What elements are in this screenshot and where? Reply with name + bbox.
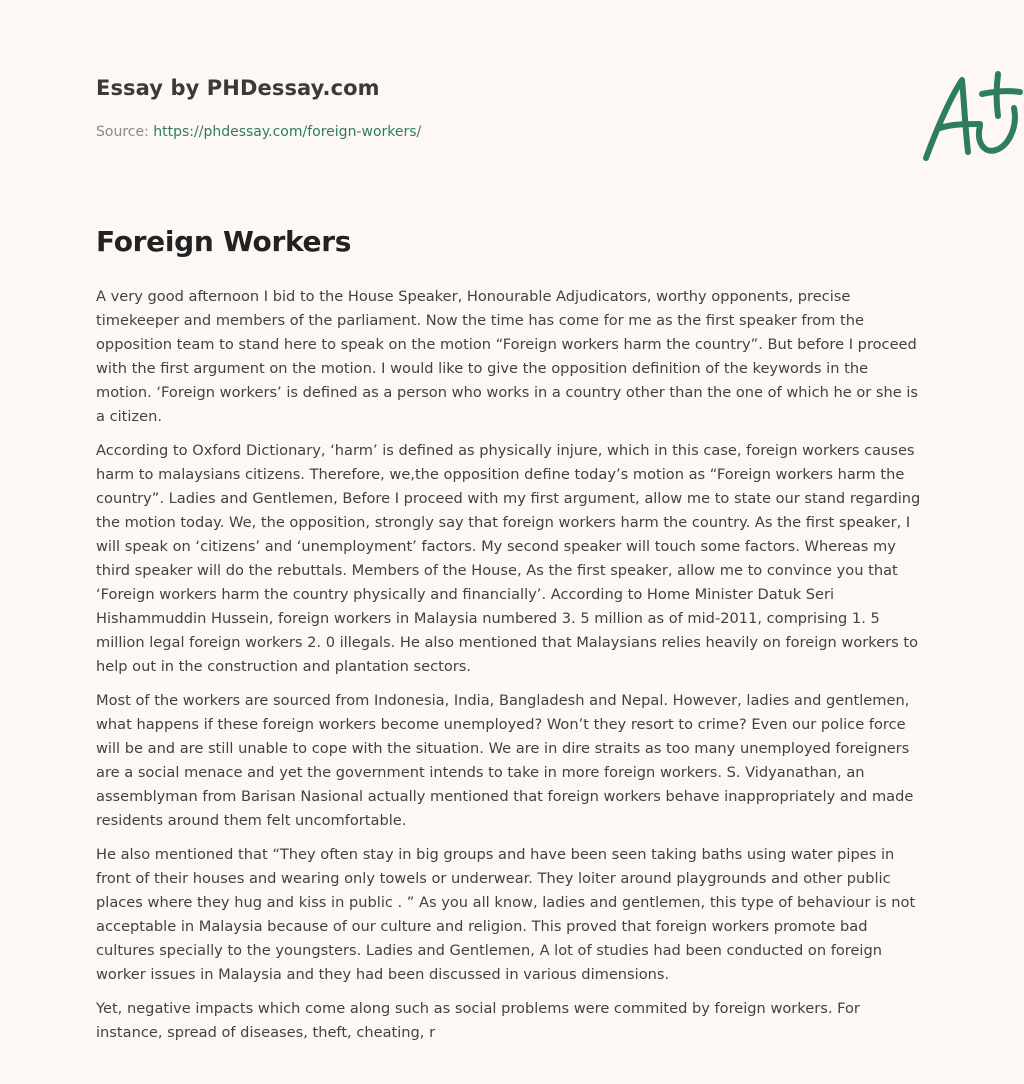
source-line: [96, 124, 421, 140]
essay-paragraph: Yet, negative impacts which come along such as social problems were commited by foreign workers. For instance, spread of diseases, theft, cheating, r: [96, 1000, 860, 1041]
source-label: Source:: [96, 124, 149, 140]
essay-paragraph: A very good afternoon I bid to the House Speaker, Honourable Adjudicators, worthy opponents, precise timekeeper and members of the parliament. Now the time has come for me as the first speaker from the opposition team to stand here to speak on the motion “Foreign workers harm the country”. But before I proceed with the first argument on the motion. I would like to give the opposition definition of the keywords in the motion. ‘Foreign workers’ is defined as a person who works in a country other than the one of which he or she is a citizen.: [96, 288, 919, 425]
site-brand[interactable]: Essay by PHDessay.com: [96, 76, 380, 100]
essay-title: Foreign Workers: [96, 225, 352, 258]
essay-paragraph: According to Oxford Dictionary, ‘harm’ is defined as physically injure, which in this case, foreign workers causes harm to malaysians citizens. Therefore, we,the opposition define today’s motion as “Foreign workers harm the country”. Ladies and Gentlemen, Before I proceed with my first argument, allow me to state our stand regarding the motion today. We, the opposition, strongly say that foreign workers harm the country. As the first speaker, I will speak on ‘citizens’ and ‘unemployment’ factors. My second speaker will touch some factors. Whereas my third speaker will do the rebuttals. Members of the House, As the first speaker, allow me to convince you that ‘Foreign workers harm the country physically and financially’. According to Home Minister Datuk Seri Hishammuddin Hussein, foreign workers in Malaysia numbered 3. 5 million as of mid-2011, comprising 1. 5 million legal foreign workers 2. 0 illegals. He also mentioned that Malaysians relies heavily on foreign workers to help out in the construction and plantation sectors.: [96, 442, 921, 675]
source-link[interactable]: https://phdessay.com/foreign-workers/: [153, 124, 422, 140]
essay-body: [96, 285, 928, 1055]
a-plus-logo-icon: [916, 66, 1024, 166]
essay-paragraph: He also mentioned that “They often stay in big groups and have been seen taking baths using water pipes in front of their houses and wearing only towels or underwear. They loiter around playgrounds and other public places where they hug and kiss in public . ” As you all know, ladies and gentlemen, this type of behaviour is not acceptable in Malaysia because of our culture and religion. This proved that foreign workers promote bad cultures specially to the youngsters. Ladies and Gentlemen, A lot of studies had been conducted on foreign worker issues in Malaysia and they had been discussed in various dimensions.: [96, 846, 916, 983]
essay-paragraph: Most of the workers are sourced from Indonesia, India, Bangladesh and Nepal. However, ladies and gentlemen, what happens if these foreign workers become unemployed? Won’t they resort to crime? Even our police force will be and are still unable to cope with the situation. We are in dire straits as too many unemployed foreigners are a social menace and yet the government intends to take in more foreign workers. S. Vidyanathan, an assemblyman from Barisan Nasional actually mentioned that foreign workers behave inappropriately and made residents around them felt uncomfortable.: [96, 692, 914, 829]
